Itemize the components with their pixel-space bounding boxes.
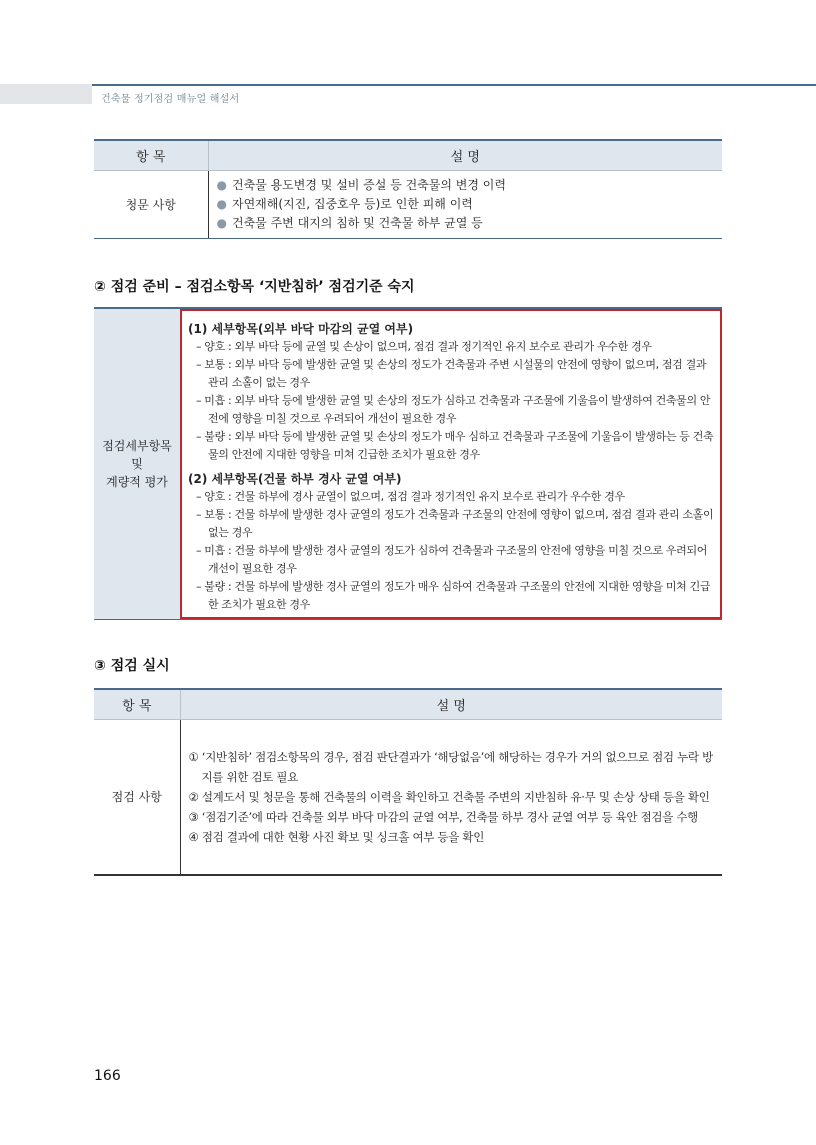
list-item: ① ‘지반침하’ 점검소항목의 경우, 점검 판단결과가 ‘해당없음’에 해당하는 경우가 거의 없으므로 점검 누락 방지를 위한 검토 필요: [188, 749, 713, 784]
criteria-grade-line: – 불량 : 건물 하부에 발생한 경사 균열의 정도가 매우 심하여 건축물과 구조물의 안전에 지대한 영향을 미쳐 긴급한 조치가 필요한 경우: [196, 580, 711, 611]
bullet-text: 자연재해(지진, 집중호우 등)로 인한 피해 이력: [231, 196, 473, 211]
row-label-evaluation: [94, 309, 180, 619]
column-header-description: 설 명: [208, 140, 722, 170]
criteria-item-title: (2) 세부항목(건물 하부 경사 균열 여부): [188, 472, 402, 486]
bullet-icon: ●: [216, 196, 227, 211]
list-item: ④ 점검 결과에 대한 현황 사진 확보 및 싱크홀 여부 등을 확인: [188, 829, 485, 844]
table-row: [94, 719, 722, 875]
table-header-row: [94, 689, 722, 719]
criteria-grade-line: – 양호 : 건물 하부에 경사 균열이 없으며, 점검 결과 정기적인 유지 보수로 관리가 우수한 경우: [196, 490, 625, 503]
row-label-inquiry: 청문 사항: [94, 170, 208, 238]
running-title: 건축물 정기점검 매뉴얼 해설서: [101, 94, 240, 105]
table-row: [94, 170, 722, 238]
inspection-table: [94, 688, 722, 876]
list-item: [217, 214, 723, 233]
numbered-list: [181, 731, 723, 863]
section-title-preparation: ② 점검 준비 – 점검소항목 ‘지반침하’ 점검기준 숙지: [94, 279, 415, 295]
criteria-grade-line: – 보통 : 건물 하부에 발생한 경사 균열의 정도가 건축물과 구조물의 안전에 영향이 없으며, 점검 결과 관리 소홀이 없는 경우: [196, 508, 714, 539]
criteria-grade-line: – 양호 : 외부 바닥 등에 균열 및 손상이 없으며, 점검 결과 정기적인 유지 보수로 관리가 우수한 경우: [196, 340, 652, 353]
row-label-line: 계량적 평가: [106, 475, 168, 489]
list-item: ③ ‘점검기준’에 따라 건축물 외부 바닥 마감의 균열 여부, 건축물 하부 경사 균열 여부 등 육안 점검을 수행: [188, 809, 698, 824]
column-header-item: 항 목: [94, 689, 180, 719]
criteria-grade-line: – 미흡 : 외부 바닥 등에 발생한 균열 및 손상의 정도가 심하고 건축물과 구조물에 기울음이 발생하여 건축물의 안전에 영향을 미칠 것으로 우려되어 개선이 필요한 경우: [196, 394, 711, 425]
row-label-line: 및: [131, 457, 143, 471]
column-header-item: 항 목: [94, 140, 208, 170]
criteria-grade-line: – 불량 : 외부 바닥 등에 발생한 균열 및 손상의 정도가 매우 심하고 건축물과 구조물에 기울음이 발생하는 등 건축물의 안전에 지대한 영향을 미쳐 긴급한 조치가 필요한 경우: [196, 430, 714, 461]
list-item: [217, 176, 723, 195]
header-accent-block: [0, 84, 92, 104]
bullet-text: 건축물 주변 대지의 침하 및 건축물 하부 균열 등: [231, 215, 483, 230]
bullet-icon: ●: [216, 215, 227, 230]
section-title-execution: ③ 점검 실시: [94, 658, 170, 674]
row-label-inspection: 점검 사항: [94, 719, 180, 875]
header-rule: [92, 84, 816, 86]
table-header-row: [94, 140, 722, 170]
highlighted-criteria-box: [180, 309, 722, 619]
row-description: [208, 170, 722, 238]
row-label-line: 점검세부항목: [102, 439, 172, 453]
page-number: 166: [94, 1068, 121, 1084]
bullet-icon: ●: [216, 177, 227, 192]
column-header-description: 설 명: [180, 689, 722, 719]
criteria-grade-line: – 보통 : 외부 바닥 등에 발생한 균열 및 손상의 정도가 건축물과 주변 시설물의 안전에 영향이 없으며, 점검 결과 관리 소홀이 없는 경우: [196, 358, 707, 389]
list-item: [217, 195, 723, 214]
bullet-text: 건축물 용도변경 및 설비 증설 등 건축물의 변경 이력: [231, 177, 506, 192]
inquiry-table: [94, 139, 722, 239]
list-item: ② 설계도서 및 청문을 통해 건축물의 이력을 확인하고 건축물 주변의 지반침하 유·무 및 손상 상태 등을 확인: [188, 789, 710, 804]
evaluation-criteria-table: [94, 307, 722, 620]
bullet-list: [209, 171, 723, 238]
row-description: [180, 719, 722, 875]
criteria-grade-line: – 미흡 : 건물 하부에 발생한 경사 균열의 정도가 심하여 건축물과 구조물의 안전에 영향을 미칠 것으로 우려되어 개선이 필요한 경우: [196, 544, 707, 575]
criteria-item-title: (1) 세부항목(외부 바닥 마감의 균열 여부): [188, 322, 414, 336]
